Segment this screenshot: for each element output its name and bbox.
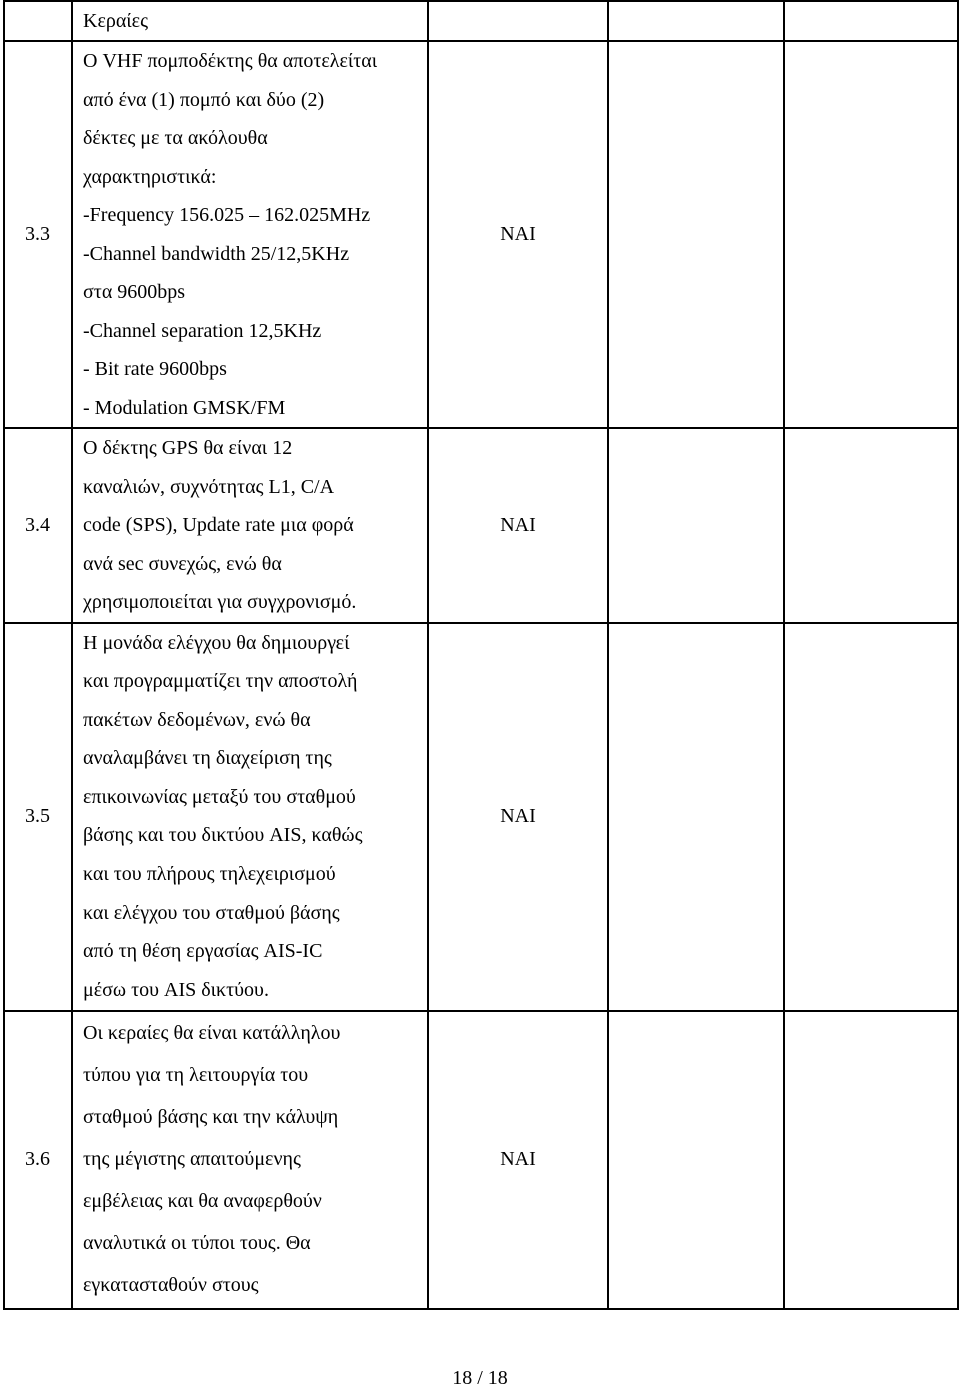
description-line: αναλαμβάνει τη διαχείριση της	[83, 747, 332, 770]
cell-description	[72, 428, 428, 623]
description-text: Κεραίες	[83, 10, 148, 32]
table-row	[4, 1011, 958, 1309]
description-line: τύπου για τη λειτουργία του	[83, 1063, 309, 1086]
description-line: -Channel separation 12,5KHz	[83, 319, 322, 342]
cell-empty	[784, 41, 958, 428]
specification-table	[3, 0, 959, 1310]
description-line: - Bit rate 9600bps	[83, 358, 227, 380]
cell-description	[72, 623, 428, 1011]
description-line: βάσης και του δικτύου AIS, καθώς	[83, 824, 363, 847]
answer-cell: ΝΑΙ	[428, 41, 608, 428]
description-line: σταθμού βάσης και την κάλυψη	[83, 1105, 339, 1128]
cell-empty	[608, 428, 784, 623]
description-line: Ο δέκτης GPS θα είναι 12	[83, 437, 293, 459]
row-number: 3.3	[4, 41, 72, 428]
cell-empty	[784, 1011, 958, 1309]
cell-empty	[784, 1, 958, 41]
cell-empty	[608, 1011, 784, 1309]
row-number: 3.5	[4, 623, 72, 1011]
answer-cell: ΝΑΙ	[428, 623, 608, 1011]
row-number: 3.6	[4, 1011, 72, 1309]
description-line: εγκατασταθούν στους	[83, 1273, 259, 1296]
answer-cell: ΝΑΙ	[428, 1011, 608, 1309]
table-row	[4, 623, 958, 1011]
description-line: της μέγιστης απαιτούμενης	[83, 1147, 301, 1170]
description-line: και του πλήρους τηλεχειρισμού	[83, 863, 336, 886]
cell-description	[72, 41, 428, 428]
description-line: -Frequency 156.025 – 162.025MHz	[83, 204, 371, 226]
description-line: και ελέγχου του σταθμού βάσης	[83, 901, 340, 924]
cell-number	[4, 1, 72, 41]
description-line: Η μονάδα ελέγχου θα δημιουργεί	[83, 631, 350, 654]
description-line: στα 9600bps	[83, 281, 186, 303]
description-line: Οι κεραίες θα είναι κατάλληλου	[83, 1021, 341, 1044]
description-line: και προγραμματίζει την αποστολή	[83, 670, 358, 693]
description-line: δέκτες με τα ακόλουθα	[83, 127, 268, 149]
cell-description	[72, 1, 428, 41]
description-line: από ένα (1) πομπό και δύο (2)	[83, 88, 325, 111]
cell-answer	[428, 1, 608, 41]
description-line: - Modulation GMSK/FM	[83, 396, 286, 419]
table-row	[4, 428, 958, 623]
description-line: εμβέλειας και θα αναφερθούν	[83, 1189, 322, 1212]
table-row	[4, 41, 958, 428]
description-line: μέσω του AIS δικτύου.	[83, 978, 269, 1001]
row-number: 3.4	[4, 428, 72, 623]
description-line: αναλυτικά οι τύποι τους. Θα	[83, 1231, 311, 1254]
description-line: χρησιμοποιείται για συγχρονισμό.	[83, 591, 357, 613]
cell-empty	[784, 428, 958, 623]
cell-empty	[784, 623, 958, 1011]
description-line: επικοινωνίας μεταξύ του σταθμού	[83, 785, 356, 808]
answer-cell: ΝΑΙ	[428, 428, 608, 623]
cell-description	[72, 1011, 428, 1309]
page-number: 18 / 18	[452, 1367, 508, 1389]
cell-empty	[608, 1, 784, 41]
description-line: πακέτων δεδομένων, ενώ θα	[83, 708, 311, 731]
description-line: από τη θέση εργασίας AIS-IC	[83, 940, 323, 963]
cell-empty	[608, 41, 784, 428]
description-line: Ο VHF πομποδέκτης θα αποτελείται	[83, 50, 378, 72]
description-line: code (SPS), Update rate μια φορά	[83, 514, 354, 536]
description-line: χαρακτηριστικά:	[83, 165, 217, 188]
table-row-header	[4, 1, 958, 41]
description-line: -Channel bandwidth 25/12,5KHz	[83, 242, 350, 265]
description-line: ανά sec συνεχώς, ενώ θα	[83, 552, 282, 575]
cell-empty	[608, 623, 784, 1011]
description-line: καναλιών, συχνότητας L1, C/A	[83, 475, 335, 498]
